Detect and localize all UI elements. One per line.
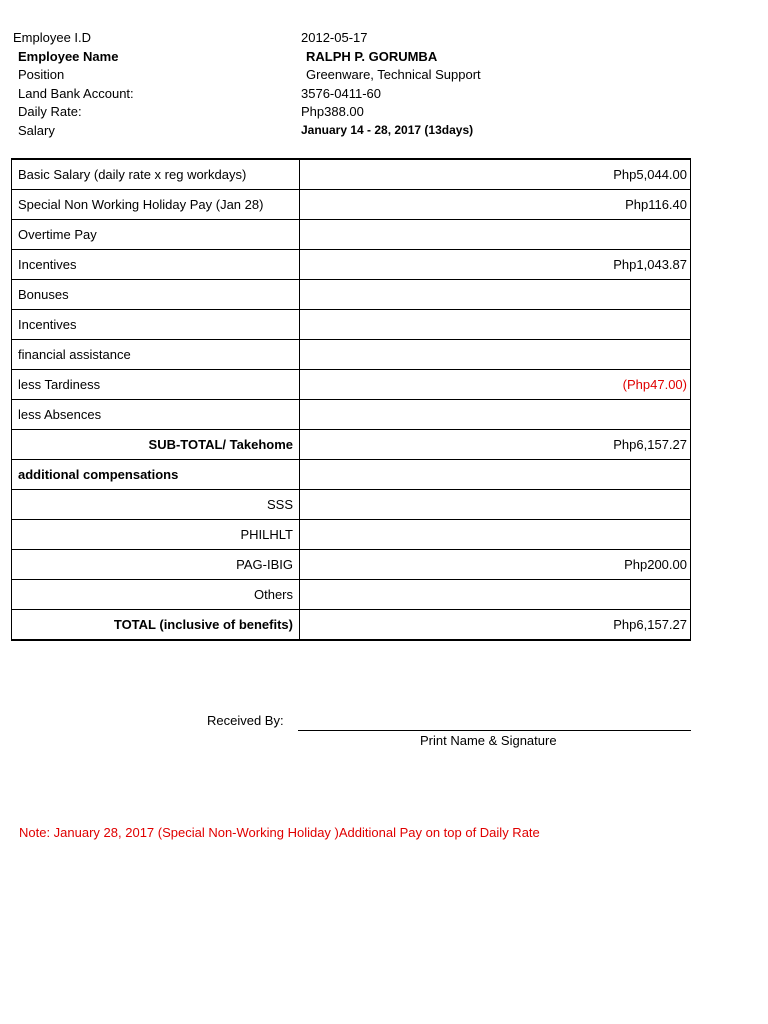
row-value: Php1,043.87 — [300, 250, 691, 280]
row-value — [300, 280, 691, 310]
row-label: PAG-IBIG — [12, 550, 300, 580]
daily-rate-row — [0, 104, 768, 123]
row-label: Bonuses — [12, 280, 300, 310]
row-label: Overtime Pay — [12, 220, 300, 250]
row-value: Php5,044.00 — [300, 159, 691, 190]
row-value — [300, 340, 691, 370]
table-row — [12, 490, 691, 520]
payslip-table — [11, 158, 691, 641]
row-label: Special Non Working Holiday Pay (Jan 28) — [12, 190, 300, 220]
table-row — [12, 340, 691, 370]
total-row — [12, 610, 691, 641]
table-row — [12, 370, 691, 400]
employee-id-label: Employee I.D — [13, 30, 92, 45]
employee-id-row — [0, 30, 768, 49]
row-label: less Absences — [12, 400, 300, 430]
table-row — [12, 580, 691, 610]
row-label: Basic Salary (daily rate x reg workdays) — [12, 159, 300, 190]
employee-name-label: Employee Name — [18, 49, 119, 64]
total-label: TOTAL (inclusive of benefits) — [12, 610, 300, 641]
subtotal-row — [12, 430, 691, 460]
row-label: Incentives — [12, 250, 300, 280]
row-value — [300, 400, 691, 430]
row-value — [300, 520, 691, 550]
row-value: Php116.40 — [300, 190, 691, 220]
tardiness-deduction-value: (Php47.00) — [300, 370, 691, 400]
row-label: less Tardiness — [12, 370, 300, 400]
employee-name-row — [0, 49, 768, 68]
table-row — [12, 280, 691, 310]
row-label: Others — [12, 580, 300, 610]
row-label: financial assistance — [12, 340, 300, 370]
table-row — [12, 310, 691, 340]
daily-rate-value: Php388.00 — [301, 104, 364, 119]
total-value: Php6,157.27 — [300, 610, 691, 641]
row-label: PHILHLT — [12, 520, 300, 550]
position-label: Position — [18, 67, 65, 82]
bank-account-label: Land Bank Account: — [18, 86, 134, 101]
salary-label: Salary — [18, 123, 55, 138]
row-value — [300, 220, 691, 250]
table-row — [12, 520, 691, 550]
table-row — [12, 250, 691, 280]
bank-account-value: 3576-0411-60 — [301, 86, 381, 101]
table-row — [12, 190, 691, 220]
holiday-note: Note: January 28, 2017 (Special Non-Working Holiday )Additional Pay on top of Daily Rate — [19, 825, 540, 840]
position-row — [0, 67, 768, 86]
table-row — [12, 460, 691, 490]
table-row — [12, 159, 691, 190]
row-value: Php200.00 — [300, 550, 691, 580]
row-label: Incentives — [12, 310, 300, 340]
row-value — [300, 580, 691, 610]
position-value: Greenware, Technical Support — [306, 67, 481, 82]
table-row — [12, 400, 691, 430]
daily-rate-label: Daily Rate: — [18, 104, 82, 119]
employee-id-value: 2012-05-17 — [301, 30, 368, 45]
table-row — [12, 550, 691, 580]
row-value — [300, 310, 691, 340]
subtotal-label: SUB-TOTAL/ Takehome — [12, 430, 300, 460]
signature-line — [298, 730, 691, 731]
salary-row — [0, 123, 768, 142]
signature-caption: Print Name & Signature — [420, 733, 557, 748]
employee-name-value: RALPH P. GORUMBA — [306, 49, 438, 64]
bank-account-row — [0, 86, 768, 105]
row-value — [300, 460, 691, 490]
subtotal-value: Php6,157.27 — [300, 430, 691, 460]
row-value — [300, 490, 691, 520]
additional-compensations-label: additional compensations — [12, 460, 300, 490]
row-label: SSS — [12, 490, 300, 520]
received-by-label: Received By: — [207, 713, 284, 728]
table-row — [12, 220, 691, 250]
salary-period-value: January 14 - 28, 2017 (13days) — [301, 123, 474, 137]
